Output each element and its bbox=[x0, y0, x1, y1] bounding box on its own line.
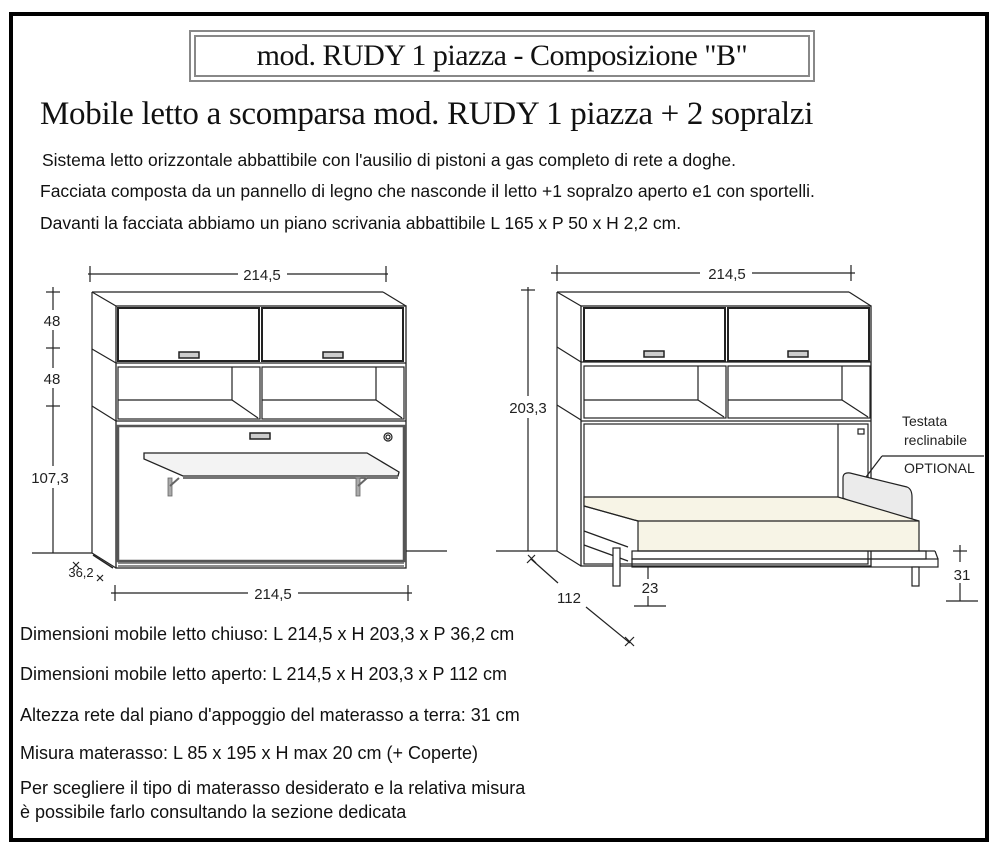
headboard-label-2: reclinabile bbox=[904, 432, 968, 448]
closed-height-upper: 48 bbox=[43, 313, 61, 330]
drawing-closed bbox=[32, 266, 447, 601]
description-line-3: Davanti la facciata abbiamo un piano scrivania abbattibile L 165 x P 50 x H 2,2 cm. bbox=[40, 213, 682, 233]
spec-mattress: Misura materasso: L 85 x 195 x H max 20 cm (+ Coperte) bbox=[20, 743, 479, 763]
spec-closed: Dimensioni mobile letto chiuso: L 214,5 x H 203,3 x P 36,2 cm bbox=[20, 624, 515, 644]
spec-open: Dimensioni mobile letto aperto: L 214,5 x H 203,3 x P 112 cm bbox=[20, 664, 507, 684]
page-subtitle: Mobile letto a scomparsa mod. RUDY 1 piazza + 2 sopralzi bbox=[40, 96, 814, 132]
page-title: mod. RUDY 1 piazza - Composizione "B" bbox=[194, 35, 810, 77]
spec-note-line-1: Per scegliere il tipo di materasso desiderato e la relativa misura bbox=[20, 778, 526, 798]
frame-height: 31 bbox=[953, 567, 971, 584]
closed-width-top: 214,5 bbox=[243, 267, 281, 284]
open-depth: 112 bbox=[557, 590, 581, 607]
open-width-top: 214,5 bbox=[708, 266, 746, 283]
headboard-label-1: Testata bbox=[902, 413, 948, 429]
closed-height-lower: 107,3 bbox=[31, 470, 69, 487]
open-height-total: 203,3 bbox=[509, 400, 547, 417]
closed-height-middle: 48 bbox=[43, 371, 61, 388]
description-line-1: Sistema letto orizzontale abbattibile con l'ausilio di pistoni a gas completo di rete a doghe. bbox=[42, 150, 737, 170]
closed-width-bottom: 214,5 bbox=[254, 586, 292, 603]
spec-note-line-2: è possibile farlo consultando la sezione dedicata bbox=[20, 802, 407, 822]
description-line-2: Facciata composta da un pannello di legno che nasconde il letto +1 sopralzo aperto e1 con sportelli. bbox=[40, 181, 815, 201]
drawing-open bbox=[496, 265, 984, 646]
open-dimension-labels bbox=[509, 266, 975, 607]
spec-net-height: Altezza rete dal piano d'appoggio del materasso a terra: 31 cm bbox=[20, 705, 520, 725]
leg-height: 23 bbox=[641, 580, 659, 597]
headboard-optional: OPTIONAL bbox=[904, 460, 975, 476]
closed-depth: 36,2 bbox=[68, 565, 94, 580]
